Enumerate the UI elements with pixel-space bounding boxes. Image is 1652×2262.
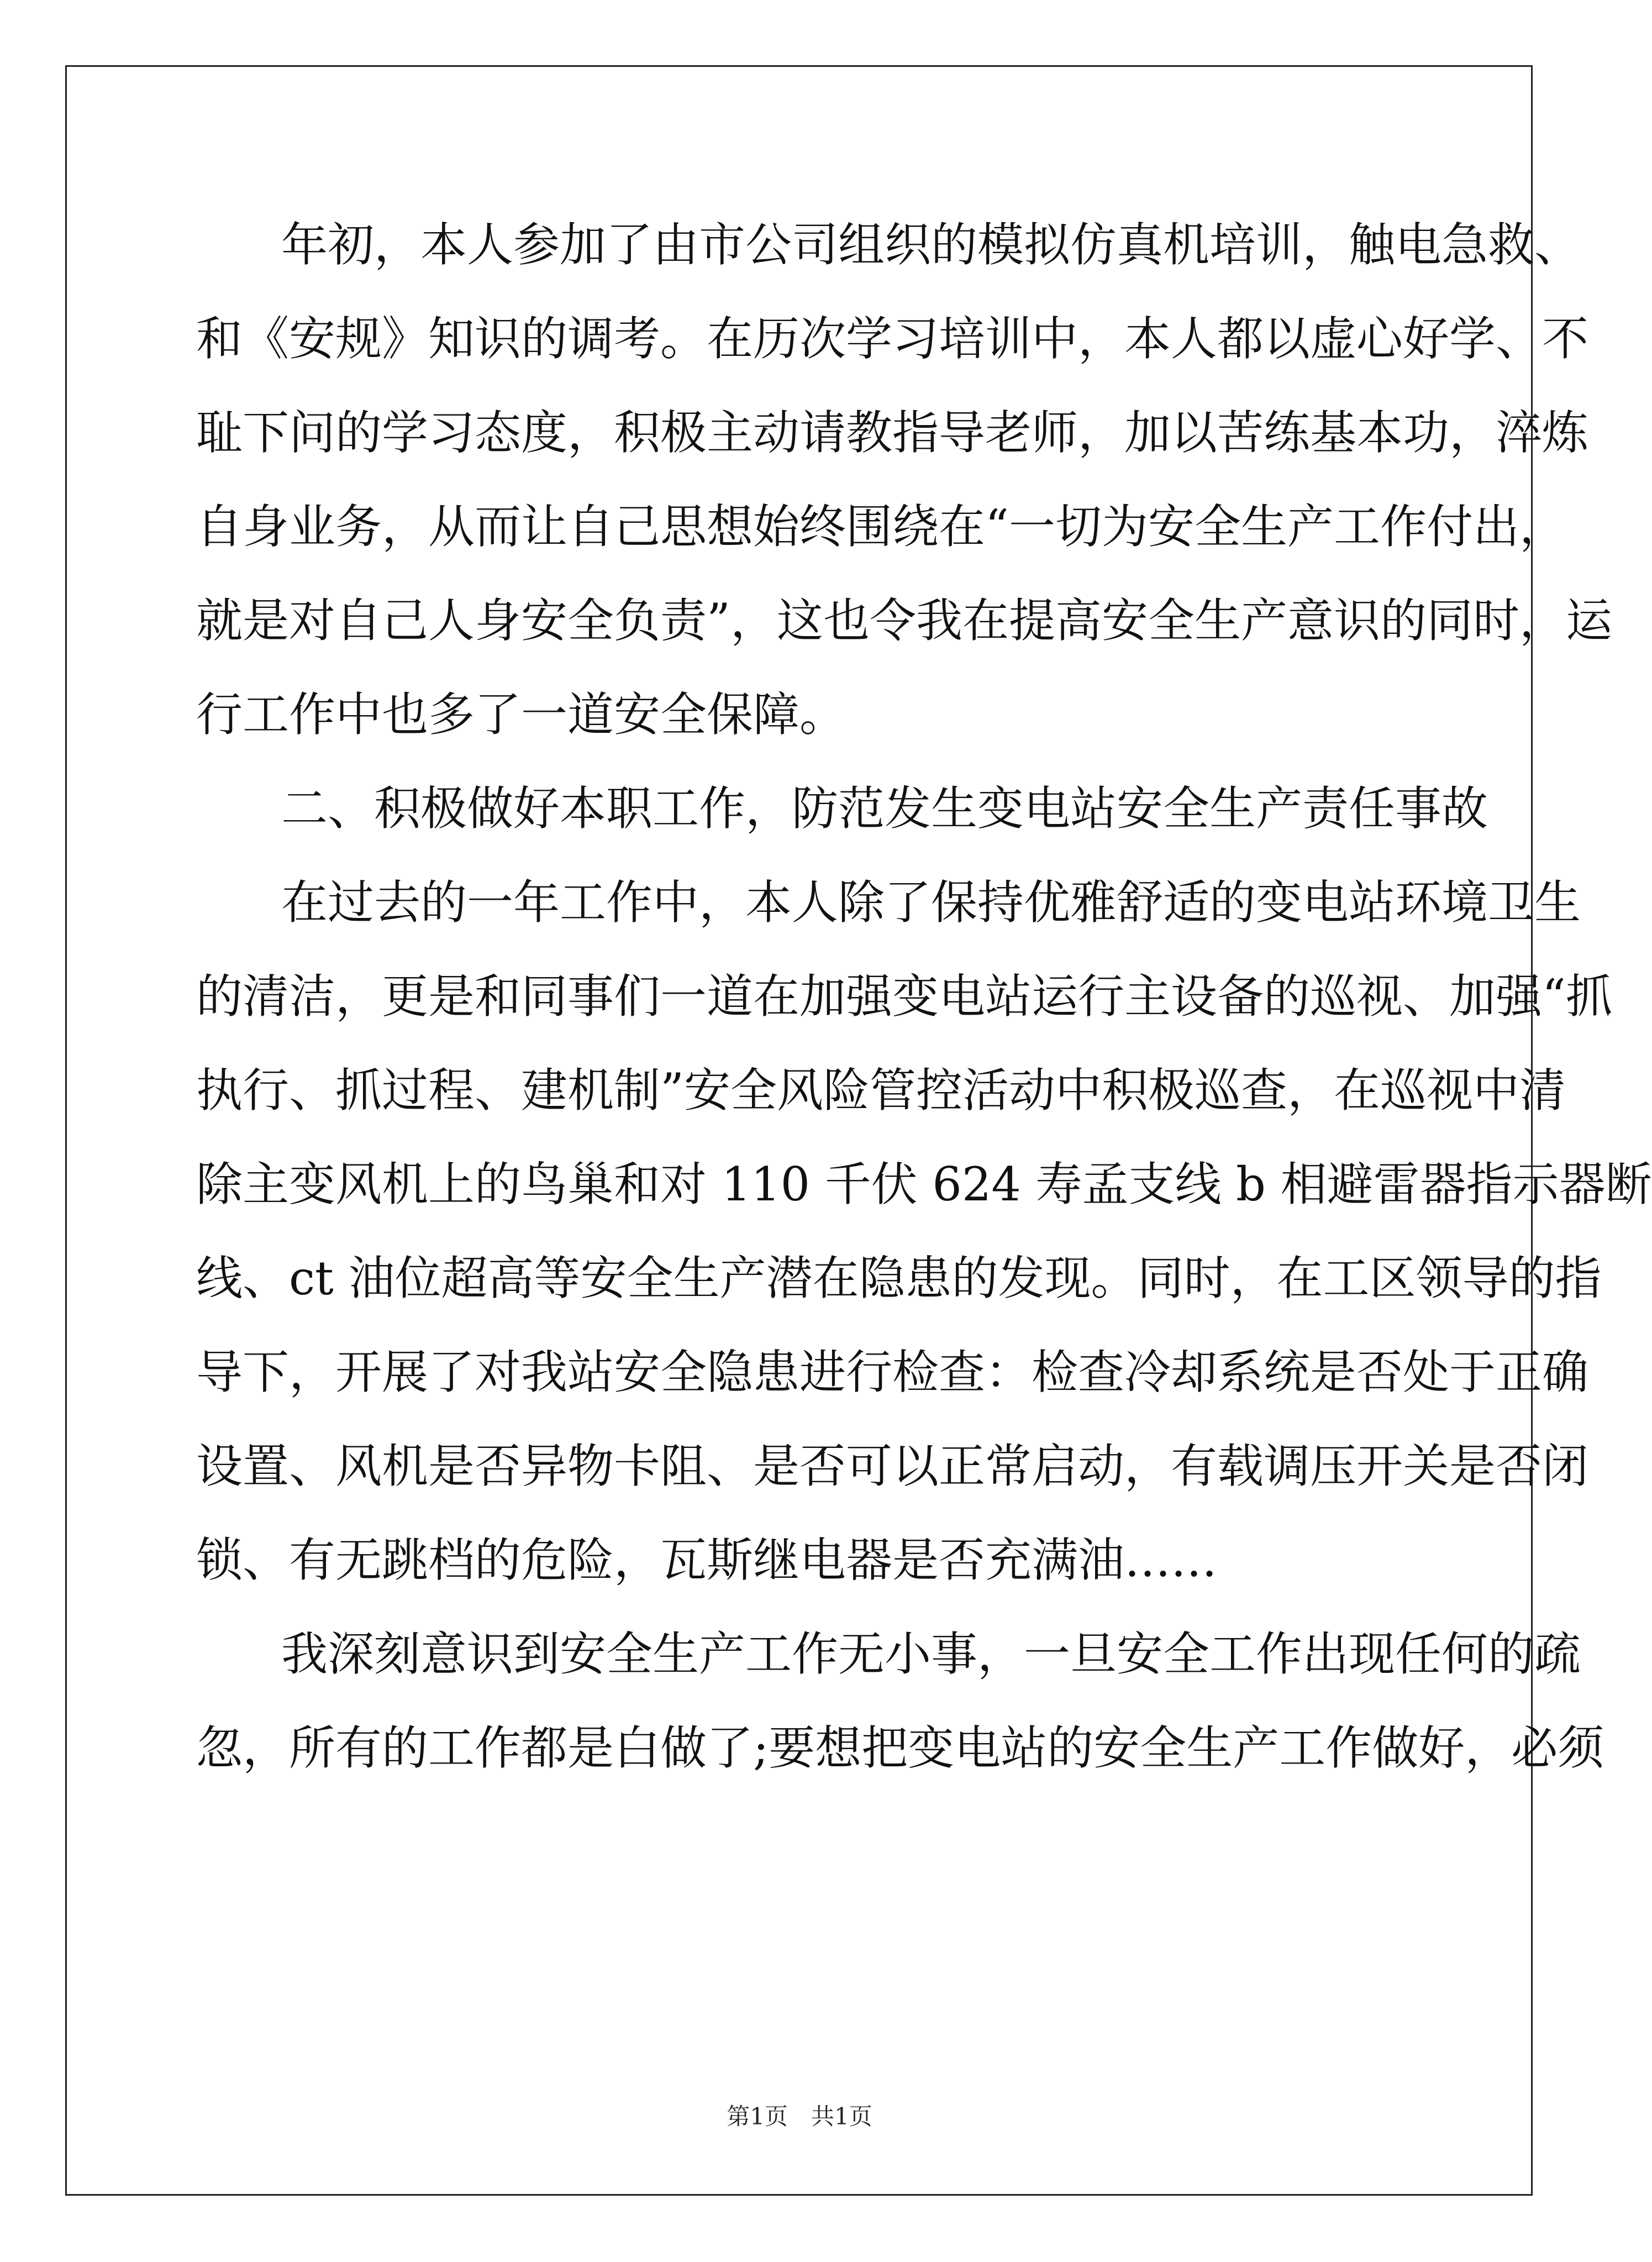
paragraph-line: 设置、风机是否异物卡阻、是否可以正常启动，有载调压开关是否闭 [196, 1439, 1589, 1493]
page-number-footer: 第1页 共1页 [727, 2103, 872, 2130]
paragraph-line: 年初，本人参加了由市公司组织的模拟仿真机培训，触电急救、 [281, 218, 1581, 272]
page-border [65, 65, 1652, 2196]
paragraph-line: 导下，开展了对我站安全隐患进行检查：检查冷却系统是否处于正确 [196, 1345, 1589, 1399]
paragraph-line: 的清洁，更是和同事们一道在加强变电站运行主设备的巡视、加强“抓 [196, 969, 1612, 1024]
paragraph-line: 我深刻意识到安全生产工作无小事，一旦安全工作出现任何的疏 [281, 1627, 1581, 1681]
paragraph-line: 和《安规》知识的调考。在历次学习培训中，本人都以虚心好学、不 [196, 312, 1589, 366]
paragraph-line: 锁、有无跳档的危险，瓦斯继电器是否充满油…… [196, 1533, 1218, 1587]
paragraph-line: 在过去的一年工作中，本人除了保持优雅舒适的变电站环境卫生 [281, 875, 1581, 930]
paragraph-line: 自身业务，从而让自己思想始终围绕在“一切为安全生产工作付出， [196, 500, 1566, 554]
section-heading: 二、积极做好本职工作，防范发生变电站安全生产责任事故 [281, 781, 1488, 836]
paragraph-line: 线、ct 油位超高等安全生产潜在隐患的发现。同时，在工区领导的指 [196, 1251, 1602, 1305]
paragraph-line: 就是对自己人身安全负责”，这也令我在提高安全生产意识的同时，运 [196, 594, 1612, 648]
paragraph-line: 耻下问的学习态度，积极主动请教指导老师，加以苦练基本功，淬炼 [196, 406, 1589, 460]
paragraph-line: 除主变风机上的鸟巢和对 110 千伏 624 寿孟支线 b 相避雷器指示器断 [196, 1157, 1652, 1211]
paragraph-line: 忽，所有的工作都是白做了;要想把变电站的安全生产工作做好，必须 [196, 1721, 1604, 1775]
paragraph-line: 执行、抓过程、建机制”安全风险管控活动中积极巡查，在巡视中清 [196, 1063, 1566, 1117]
paragraph-line: 行工作中也多了一道安全保障。 [196, 687, 846, 742]
